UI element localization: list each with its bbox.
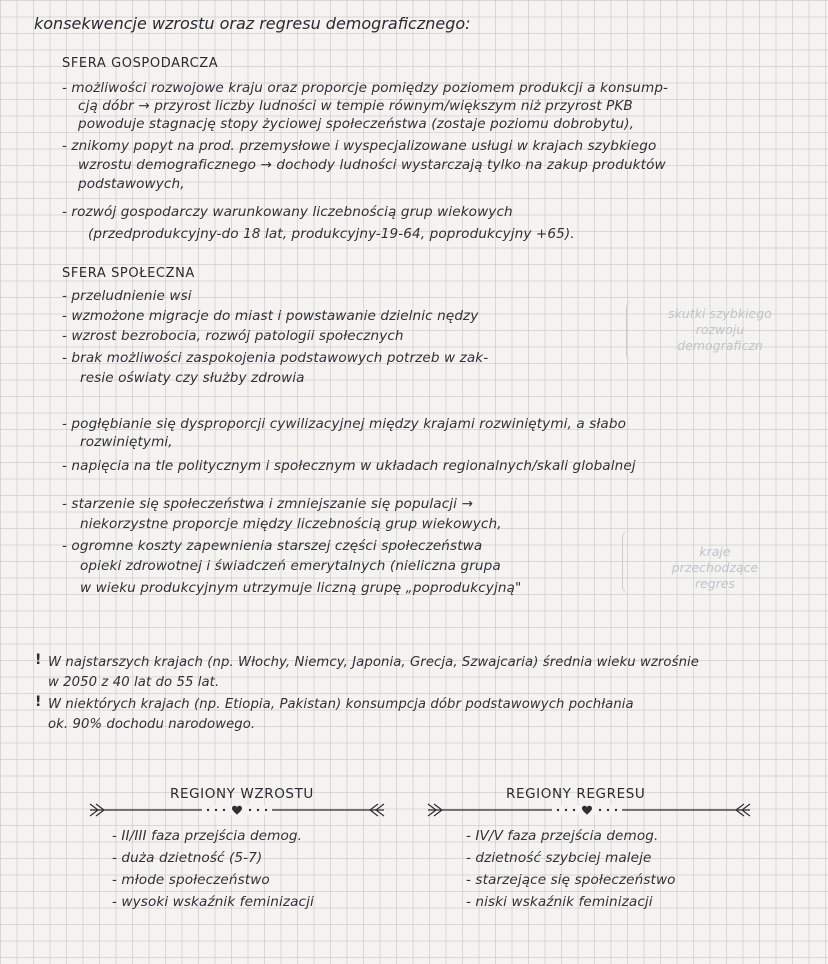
exclamation-mark: ! (35, 652, 42, 668)
side-note-line: demograficzn (677, 338, 763, 353)
economic-line: - rozwój gospodarczy warunkowany liczebnością grup wiekowych (62, 204, 513, 220)
side-note-line: skutki szybkiego (668, 306, 772, 321)
growth-item: - młode społeczeństwo (112, 872, 270, 888)
economic-line: - możliwości rozwojowe kraju oraz proporcje pomiędzy poziomem produkcji a konsump- (62, 80, 669, 96)
economic-line: cją dóbr → przyrost liczby ludności w tempie równym/większym niż przyrost PKB (78, 98, 633, 114)
note-line: W najstarszych krajach (np. Włochy, Niemcy, Japonia, Grecja, Szwajcaria) średnia wieku wzrośnie (48, 655, 700, 670)
social-line: - brak możliwości zaspokojenia podstawowych potrzeb w zak- (62, 350, 489, 366)
exclamation-mark: ! (35, 694, 42, 710)
social-line: - ogromne koszty zapewnienia starszej części społeczeństwa (62, 538, 483, 554)
social-line: resie oświaty czy służby zdrowia (80, 370, 305, 386)
regress-item: - niski wskaźnik feminizacji (466, 894, 653, 910)
social-line: - wzmożone migracje do miast i powstawanie dzielnic nędzy (62, 308, 479, 324)
social-heading: SFERA SPOŁECZNA (62, 266, 195, 281)
economic-line: (przedprodukcyjny-do 18 lat, produkcyjny-19-64, poprodukcyjny +65). (88, 226, 575, 242)
regress-item: - dzietność szybciej maleje (466, 850, 652, 866)
regress-item: - IV/V faza przejścia demog. (466, 828, 659, 844)
economic-line: wzrostu demograficznego → dochody ludności wystarczają tylko na zakup produktów (78, 157, 666, 173)
growth-regions-title: REGIONY WZROSTU (170, 786, 314, 802)
economic-line: powoduje stagnację stopy życiowej społeczeństwa (zostaje poziomu dobrobytu), (78, 116, 635, 132)
economic-line: podstawowych, (78, 176, 185, 192)
side-note-line: przechodzące (671, 560, 759, 575)
social-line: - napięcia na tle politycznym i społecznym w układach regionalnych/skali globalnej (62, 458, 636, 474)
side-brace (626, 300, 635, 362)
side-note-line: kraje (699, 544, 731, 559)
economic-line: - znikomy popyt na prod. przemysłowe i wyspecjalizowane usługi w krajach szybkiego (62, 138, 657, 154)
decorative-divider (424, 800, 754, 820)
social-line: w wieku produkcyjnym utrzymuje liczną grupę „poprodukcyjną" (80, 580, 522, 596)
economic-heading: SFERA GOSPODARCZA (62, 56, 219, 71)
regress-regions-title: REGIONY REGRESU (506, 786, 646, 802)
social-line: - wzrost bezrobocia, rozwój patologii społecznych (62, 328, 404, 344)
social-line: rozwiniętymi, (80, 434, 173, 450)
side-note-line: regres (694, 576, 736, 591)
note-line: w 2050 z 40 lat do 55 lat. (48, 675, 220, 690)
social-line: niekorzystne proporcje między liczebnością grup wiekowych, (80, 516, 502, 532)
social-line: - starzenie się społeczeństwa i zmniejszanie się populacji → (62, 496, 473, 512)
note-line: W niektórych krajach (np. Etiopia, Pakistan) konsumpcja dóbr podstawowych pochłania (48, 697, 634, 712)
page-title: konsekwencje wzrostu oraz regresu demograficznego: (34, 14, 471, 33)
note-line: ok. 90% dochodu narodowego. (48, 717, 256, 732)
social-line: - przeludnienie wsi (62, 288, 192, 304)
growth-item: - wysoki wskaźnik feminizacji (112, 894, 314, 910)
side-brace (622, 530, 631, 594)
decorative-divider (86, 800, 388, 820)
social-line: - pogłębianie się dysproporcji cywilizacyjnej między krajami rozwiniętymi, a słabo (62, 416, 626, 432)
regress-item: - starzejące się społeczeństwo (466, 872, 676, 888)
growth-item: - duża dzietność (5-7) (112, 850, 263, 866)
side-note-line: rozwoju (695, 322, 745, 337)
social-line: opieki zdrowotnej i świadczeń emerytalnych (nieliczna grupa (80, 558, 501, 574)
growth-item: - II/III faza przejścia demog. (112, 828, 303, 844)
